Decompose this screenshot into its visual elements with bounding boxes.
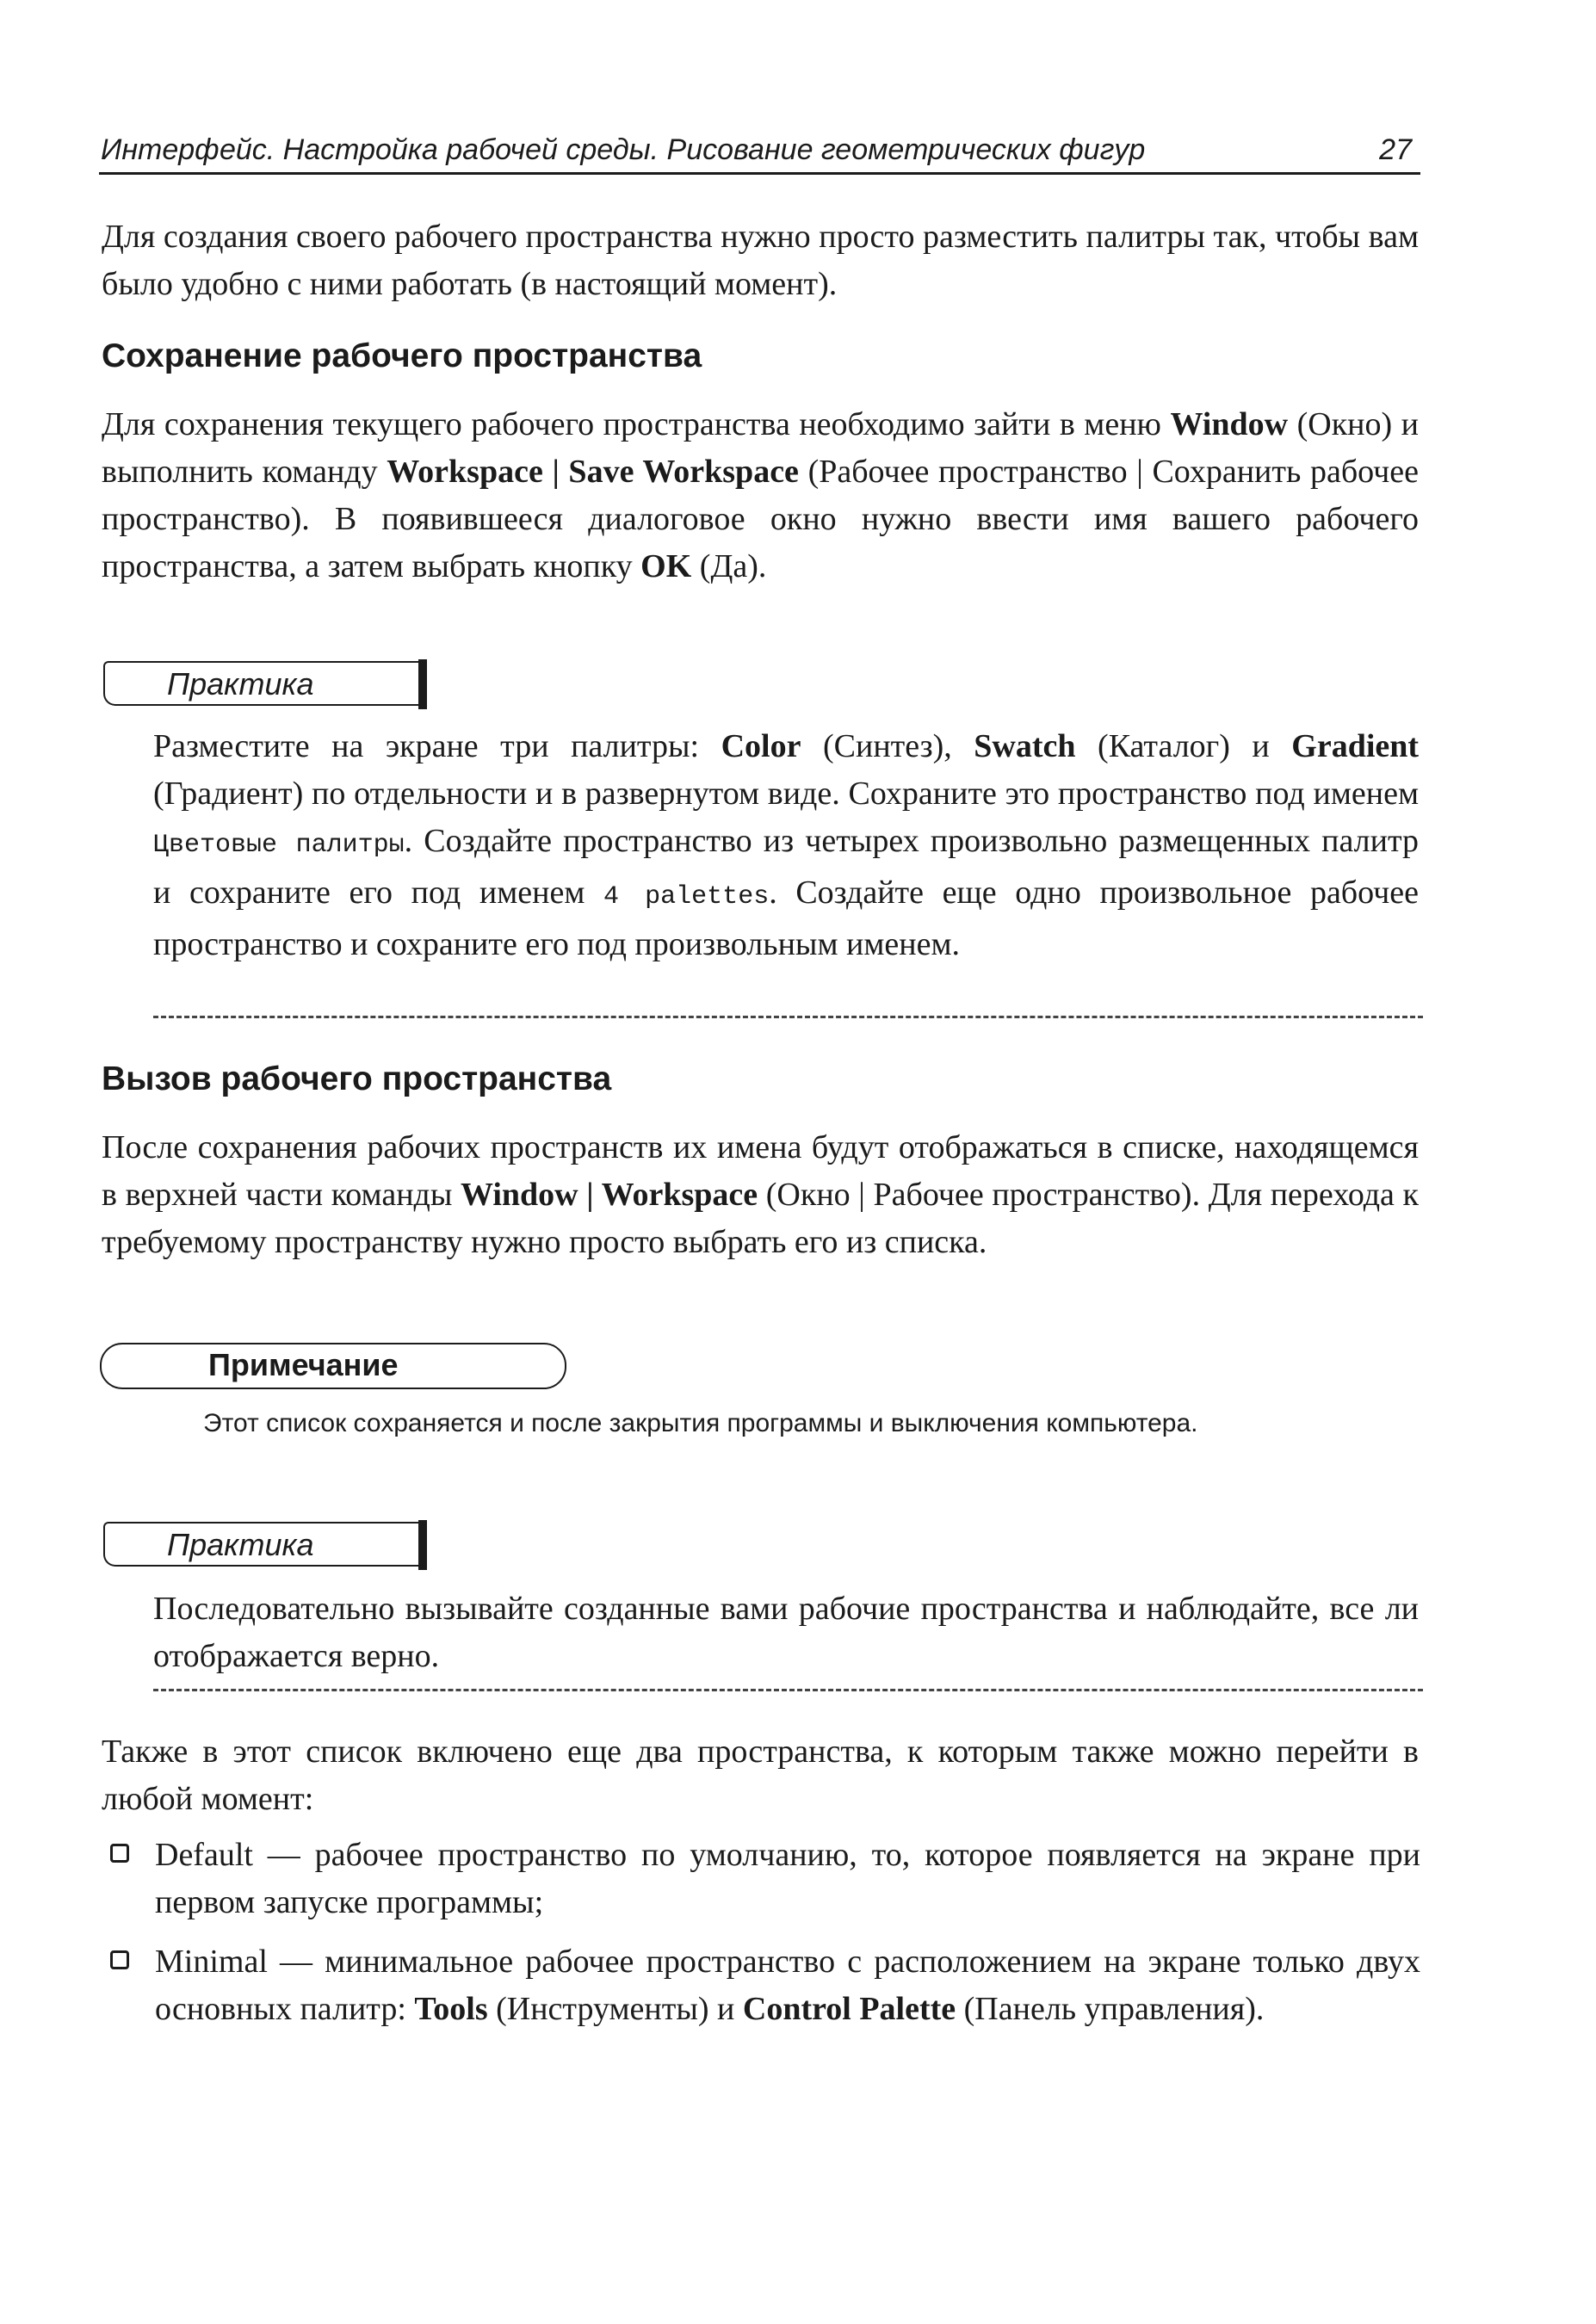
palette-tools: Tools bbox=[414, 1991, 488, 2027]
palette-color: Color bbox=[721, 728, 801, 764]
practice-label-1 bbox=[103, 661, 424, 706]
note-text: Этот список сохраняется и после закрытия программы и выключения компьютера. bbox=[203, 1409, 1198, 1437]
palette-control: Control Palette bbox=[742, 1991, 956, 2027]
practice-1-part: Разместите на экране три палитры: bbox=[153, 728, 700, 764]
palette-gradient: Gradient bbox=[1291, 728, 1420, 764]
workspace-name-2: 4 palettes bbox=[603, 882, 770, 912]
minimal-text-1: Minimal — минимальное рабочее пространство с расположением на экране только двух основных палитр: bbox=[155, 1944, 1420, 2027]
page-header bbox=[99, 131, 1420, 175]
note-label-text: Примечание bbox=[208, 1347, 399, 1382]
section-heading-save: Сохранение рабочего пространства bbox=[102, 337, 702, 374]
practice-1-part: (Синтез), bbox=[823, 728, 952, 764]
practice-1-divider bbox=[153, 1016, 1423, 1018]
save-text-3: (Рабочее пространство | Сохранить рабочее пространство). В появившееся диалоговое окно нужно ввести имя вашего рабочего пространства, а затем выбрать кнопку bbox=[102, 454, 1420, 584]
command-window-workspace: Window | Workspace bbox=[461, 1177, 758, 1213]
note-label bbox=[100, 1343, 566, 1389]
checkbox-bullet-icon bbox=[110, 1844, 129, 1863]
practice-2-text: Последовательно вызывайте созданные вами рабочие пространства и наблюдайте, все ли отображается верно. bbox=[153, 1591, 1419, 1674]
save-text-2: (Окно) и выполнить команду bbox=[102, 406, 1420, 490]
menu-window: Window bbox=[1170, 406, 1289, 442]
checkbox-bullet-icon bbox=[110, 1950, 129, 1969]
save-text-4: (Да). bbox=[699, 548, 767, 584]
practice-1-part: (Градиент) по отдельности и в развернутом виде. Сохраните это пространство под именем bbox=[153, 776, 1419, 812]
section-heading-call: Вызов рабочего пространства bbox=[102, 1060, 612, 1097]
minimal-text-3: (Панель управления). bbox=[963, 1991, 1265, 2027]
practice-1-text bbox=[153, 723, 1419, 968]
palette-swatch: Swatch bbox=[974, 728, 1076, 764]
header-title: Интерфейс. Настройка рабочей среды. Рисование геометрических фигур bbox=[101, 133, 1146, 166]
outro-paragraph: Также в этот список включено еще два пространства, к которым также можно перейти в любой момент: bbox=[102, 1734, 1419, 1817]
practice-2-divider bbox=[153, 1689, 1423, 1691]
practice-label-2 bbox=[103, 1522, 424, 1567]
minimal-text-2: (Инструменты) и bbox=[496, 1991, 735, 2027]
practice-label-text: Практика bbox=[167, 1527, 314, 1562]
practice-label-text: Практика bbox=[167, 666, 314, 702]
call-text-2: (Окно | Рабочее пространство). Для перехода к требуемому пространству нужно просто выбрать его из списка. bbox=[102, 1177, 1420, 1260]
call-text-1: После сохранения рабочих пространств их имена будут отображаться в списке, находящемся в верхней части команды bbox=[102, 1129, 1419, 1213]
workspace-name-1: Цветовые палитры bbox=[153, 831, 405, 860]
page-number: 27 bbox=[1379, 133, 1412, 166]
intro-paragraph: Для создания своего рабочего пространства нужно просто разместить палитры так, чтобы вам было удобно с ними работать (в настоящий момент). bbox=[102, 219, 1419, 302]
list-item-text: Default — рабочее пространство по умолчанию, то, которое появляется на экране при первом запуске программы; bbox=[155, 1837, 1420, 1920]
practice-1-part: (Каталог) и bbox=[1098, 728, 1270, 764]
save-paragraph bbox=[102, 401, 1419, 590]
practice-1-part: . Создайте еще одно произвольное рабочее пространство и сохраните его под произвольным именем. bbox=[153, 875, 1420, 962]
command-save-workspace: Workspace | Save Workspace bbox=[387, 454, 799, 490]
list-item-text bbox=[155, 1938, 1420, 2033]
practice-1-part: . Создайте пространство из четырех произвольно размещенных палитр и сохраните его под именем bbox=[153, 823, 1420, 911]
save-text-1: Для сохранения текущего рабочего пространства необходимо зайти в меню bbox=[102, 406, 1161, 442]
button-ok: OK bbox=[640, 548, 692, 584]
call-paragraph bbox=[102, 1124, 1419, 1266]
